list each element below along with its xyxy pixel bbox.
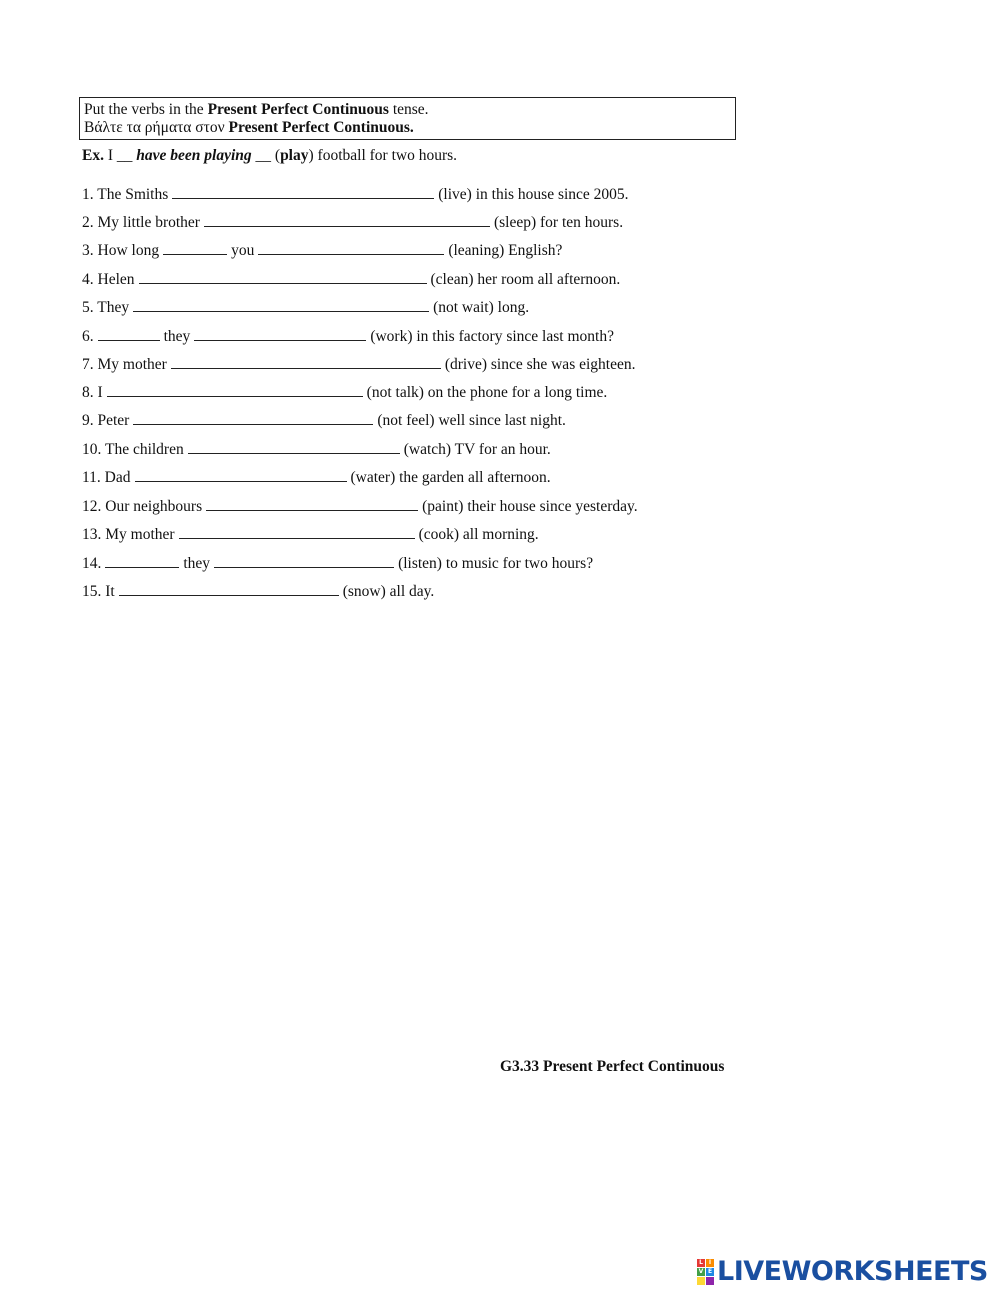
exercise-prefix: 8. I <box>82 384 103 401</box>
logo-mark-icon <box>697 1259 714 1285</box>
answer-blank[interactable] <box>172 185 434 199</box>
example-label: Ex. <box>82 147 104 164</box>
exercise-item <box>82 241 562 260</box>
exercise-suffix: (sleep) for ten hours. <box>493 214 624 231</box>
answer-blank[interactable] <box>133 411 373 425</box>
instructions-box <box>79 97 736 140</box>
exercise-item <box>82 582 434 601</box>
exercise-item <box>82 525 539 544</box>
logo-tile-icon <box>706 1277 714 1285</box>
exercise-suffix: (cook) all morning. <box>418 526 539 543</box>
answer-blank[interactable] <box>214 554 394 568</box>
exercise-prefix: 9. Peter <box>82 412 130 429</box>
exercise-suffix: (watch) TV for an hour. <box>403 441 551 458</box>
answer-blank[interactable] <box>105 554 179 568</box>
logo-tile-icon <box>697 1277 705 1285</box>
instruction-english: Put the verbs in the Present Perfect Continuous tense. <box>84 101 429 118</box>
logo-text: LIVEWORKSHEETS <box>717 1256 988 1287</box>
exercise-suffix: (water) the garden all afternoon. <box>350 469 551 486</box>
answer-blank[interactable] <box>139 270 427 284</box>
exercise-prefix: 5. They <box>82 299 130 316</box>
liveworksheets-logo <box>697 1256 988 1287</box>
answer-blank[interactable] <box>171 355 441 369</box>
exercise-item <box>82 298 529 317</box>
exercise-item <box>82 185 629 204</box>
exercise-prefix: 14. <box>82 555 102 572</box>
exercise-suffix: (leaning) English? <box>448 242 563 259</box>
exercise-suffix: (paint) their house since yesterday. <box>422 498 638 515</box>
exercise-prefix: 10. The children <box>82 441 184 458</box>
exercise-suffix: (drive) since she was eighteen. <box>444 356 636 373</box>
exercise-prefix: 6. <box>82 328 94 345</box>
exercise-item <box>82 270 620 289</box>
exercise-item <box>82 213 623 232</box>
answer-blank[interactable] <box>135 468 347 482</box>
exercise-item <box>82 497 638 516</box>
exercise-item <box>82 411 566 430</box>
exercise-suffix: (not wait) long. <box>433 299 530 316</box>
answer-blank[interactable] <box>188 440 400 454</box>
logo-tile-icon: L <box>697 1259 705 1267</box>
exercise-suffix: (clean) her room all afternoon. <box>430 271 621 288</box>
exercise-suffix: (snow) all day. <box>342 583 435 600</box>
instruction-greek: Βάλτε τα ρήματα στον Present Perfect Continuous. <box>84 119 414 136</box>
answer-blank[interactable] <box>107 383 363 397</box>
answer-blank[interactable] <box>163 241 227 255</box>
exercise-prefix: 3. How long <box>82 242 160 259</box>
example-sentence: Ex. I __ have been playing __ (play) football for two hours. <box>82 147 458 164</box>
exercise-prefix: 15. It <box>82 583 115 600</box>
logo-tile-icon: I <box>706 1259 714 1267</box>
exercise-prefix: 12. Our neighbours <box>82 498 203 515</box>
exercise-prefix: 13. My mother <box>82 526 175 543</box>
answer-blank[interactable] <box>194 327 366 341</box>
answer-blank[interactable] <box>179 525 415 539</box>
exercise-item <box>82 440 551 459</box>
answer-blank[interactable] <box>98 327 160 341</box>
logo-tile-icon: E <box>707 1267 713 1275</box>
exercise-prefix: 2. My little brother <box>82 214 200 231</box>
exercise-prefix: 11. Dad <box>82 469 131 486</box>
exercise-item <box>82 554 593 573</box>
exercise-prefix: 4. Helen <box>82 271 135 288</box>
exercise-prefix: 1. The Smiths <box>82 186 169 203</box>
exercise-prefix: 7. My mother <box>82 356 167 373</box>
answer-blank[interactable] <box>204 213 490 227</box>
exercise-suffix: (live) in this house since 2005. <box>438 186 629 203</box>
answer-blank[interactable] <box>133 298 429 312</box>
worksheet-code: G3.33 Present Perfect Continuous <box>500 1058 725 1075</box>
answer-blank[interactable] <box>206 497 418 511</box>
exercise-suffix: (not talk) on the phone for a long time. <box>366 384 608 401</box>
exercise-suffix: (work) in this factory since last month? <box>370 328 614 345</box>
exercise-suffix: (not feel) well since last night. <box>377 412 566 429</box>
exercise-item <box>82 327 614 346</box>
exercise-subject: you <box>231 242 255 259</box>
exercise-suffix: (listen) to music for two hours? <box>398 555 594 572</box>
example-answer: have been playing <box>136 147 252 164</box>
exercise-subject: they <box>163 328 191 345</box>
exercise-item <box>82 383 607 402</box>
logo-tile-icon: V <box>698 1267 704 1275</box>
exercise-item <box>82 468 551 487</box>
exercise-subject: they <box>183 555 211 572</box>
answer-blank[interactable] <box>119 582 339 596</box>
answer-blank[interactable] <box>258 241 444 255</box>
exercise-item <box>82 355 635 374</box>
